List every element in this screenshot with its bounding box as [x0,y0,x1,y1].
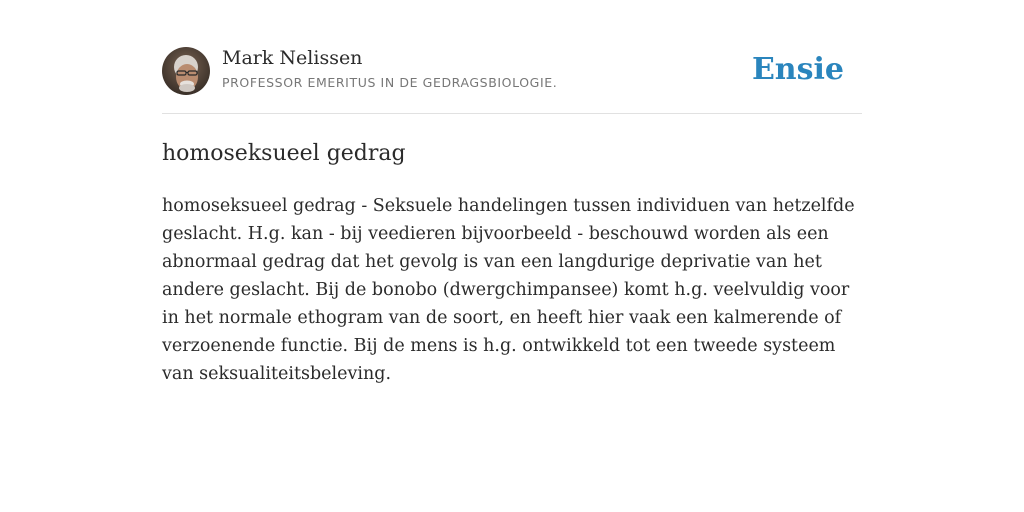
entry-definition: homoseksueel gedrag - Seksuele handelingen tussen individuen van hetzelfde geslacht. H.g. kan - bij veedieren bijvoorbeeld - beschouwd worden als een abnormaal gedrag dat het gevolg is van een langdurige deprivatie van het andere geslacht. Bij de bonobo (dwergchimpansee) komt h.g. veelvuldig voor in het normale ethogram van de soort, en heeft hier vaak een kalmerende of verzoenende functie. Bij de mens is h.g. ontwikkeld tot een tweede systeem van seksualiteitsbeleving. [162,196,855,384]
author-avatar[interactable] [162,47,210,95]
author-header [162,46,862,114]
entry-term: homoseksueel gedrag [162,141,406,166]
author-title: PROFESSOR EMERITUS IN DE GEDRAGSBIOLOGIE. [222,75,558,90]
entry-card [162,46,862,388]
ensie-logo[interactable]: Ensie [751,52,844,87]
author-name[interactable]: Mark Nelissen [222,47,363,69]
